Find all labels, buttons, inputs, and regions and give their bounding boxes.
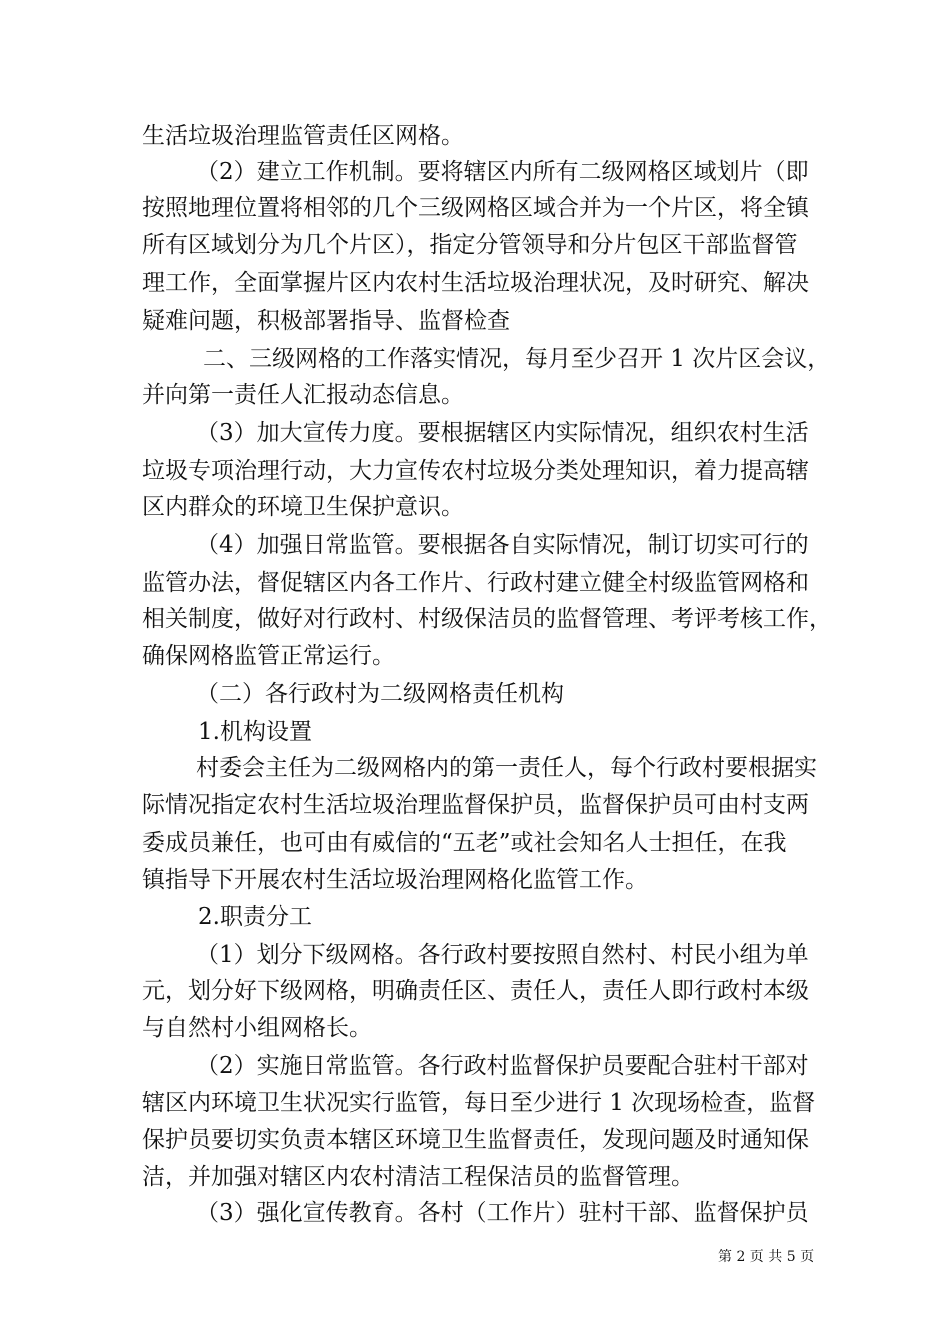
text-line: 村委会主任为二级网格内的第一责任人，每个行政村要根据实: [196, 755, 817, 781]
text-line: 保护员要切实负责本辖区环境卫生监督责任，发现问题及时通知保: [142, 1127, 809, 1153]
text-line: （3）强化宣传教育。各村（工作片）驻村干部、监督保护员: [196, 1200, 809, 1226]
text-line: 确保网格监管正常运行。: [142, 643, 395, 669]
page-number: 第 2 页 共 5 页: [718, 1249, 815, 1265]
text-line: 按照地理位置将相邻的几个三级网格区域合并为一个片区，将全镇: [142, 195, 809, 221]
text-line: 镇指导下开展农村生活垃圾治理网格化监管工作。: [142, 867, 648, 893]
text-line: 区内群众的环境卫生保护意识。: [142, 494, 464, 520]
text-line: 洁，并加强对辖区内农村清洁工程保洁员的监督管理。: [142, 1164, 694, 1190]
text-line: 所有区域划分为几个片区），指定分管领导和分片包区干部监督管: [142, 232, 798, 258]
text-line: 监管办法，督促辖区内各工作片、行政村建立健全村级监管网格和: [142, 570, 809, 596]
text-line: 际情况指定农村生活垃圾治理监督保护员，监督保护员可由村支两: [142, 792, 809, 818]
text-line: （2）建立工作机制。要将辖区内所有二级网格区域划片（即: [196, 159, 809, 185]
section-heading: （二）各行政村为二级网格责任机构: [196, 681, 564, 707]
text-line: 与自然村小组网格长。: [142, 1015, 372, 1041]
text-line: 并向第一责任人汇报动态信息。: [142, 382, 464, 408]
text-line: 二、三级网格的工作落实情况，每月至少召开 1 次片区会议，: [203, 346, 831, 372]
text-line: （3）加大宣传力度。要根据辖区内实际情况，组织农村生活: [196, 420, 809, 446]
text-line: 辖区内环境卫生状况实行监管，每日至少进行 1 次现场检查，监督: [142, 1090, 816, 1116]
text-line: 疑难问题，积极部署指导、监督检查: [142, 308, 510, 334]
text-line: 垃圾专项治理行动，大力宣传农村垃圾分类处理知识，着力提高辖: [142, 458, 809, 484]
text-line: 委成员兼任，也可由有威信的“五老”或社会知名人士担任，在我: [142, 830, 787, 856]
text-line: （1）划分下级网格。各行政村要按照自然村、村民小组为单: [196, 942, 809, 968]
text-line: （2）实施日常监管。各行政村监督保护员要配合驻村干部对: [196, 1053, 809, 1079]
text-line: 理工作，全面掌握片区内农村生活垃圾治理状况，及时研究、解决: [142, 270, 809, 296]
text-line: 元，划分好下级网格，明确责任区、责任人，责任人即行政村本级: [142, 978, 809, 1004]
text-line: 相关制度，做好对行政村、村级保洁员的监督管理、考评考核工作，: [142, 606, 832, 632]
text-line: 生活垃圾治理监管责任区网格。: [142, 123, 464, 149]
subsection-heading: 2.职责分工: [198, 904, 312, 930]
text-line: （4）加强日常监管。要根据各自实际情况，制订切实可行的: [196, 532, 809, 558]
subsection-heading: 1.机构设置: [198, 719, 312, 745]
